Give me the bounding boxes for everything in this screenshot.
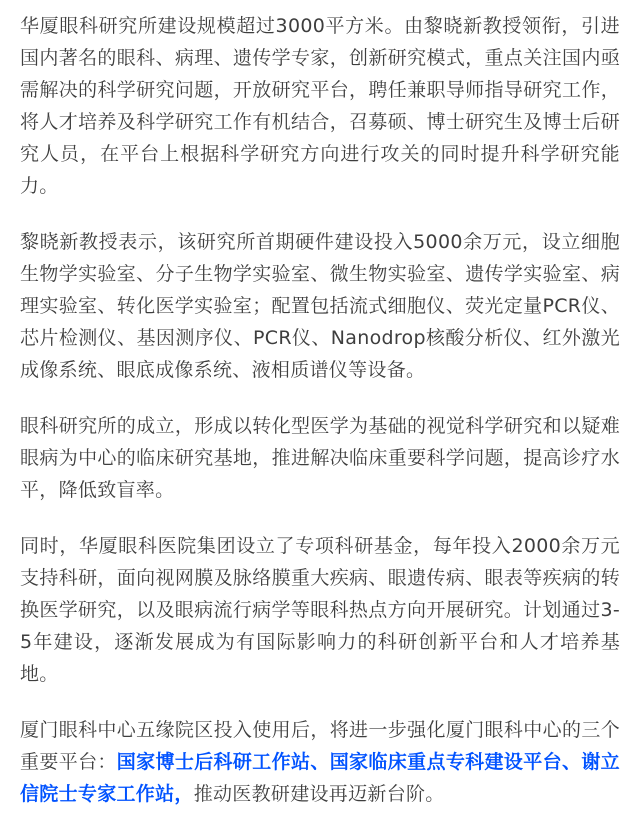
paragraph-institute-goal: 眼科研究所的成立，形成以转化型医学为基础的视觉科学研究和以疑难眼病为中心的临床研究基地，推进解决临床重要科学问题，提高诊疗水平，降低致盲率。 — [20, 415, 620, 501]
paragraph-lab-equipment: 黎晓新教授表示，该研究所首期硬件建设投入5000余万元，设立细胞生物学实验室、分子生物学实验室、微生物实验室、遗传学实验室、病理实验室、转化医学实验室；配置包括流式细胞仪、荧光定量PCR仪、芯片检测仪、基因测序仪、PCR仪、Nanodrop核酸分析仪、红外激光成像系统、眼底成像系统、液相质谱仪等设备。 — [20, 231, 620, 381]
platforms-lead-text: 厦门眼科中心五缘院区投入使用后，将进一步强化厦门眼科中心的三个重要平台： — [20, 719, 620, 773]
paragraph-platforms — [20, 714, 620, 810]
platforms-highlight-link[interactable]: 国家博士后科研工作站、国家临床重点专科建设平台、谢立信院士专家工作站， — [20, 751, 620, 805]
paragraph-research-institute: 华厦眼科研究所建设规模超过3000平方米。由黎晓新教授领衔，引进国内著名的眼科、病理、遗传学专家，创新研究模式，重点关注国内亟需解决的科学研究问题，开放研究平台，聘任兼职导师指导研究工作，将人才培养及科学研究工作有机结合，召募硕、博士研究生及博士后研究人员，在平台上根据科学研究方向进行攻关的同时提升科学研究能力。 — [20, 15, 620, 197]
paragraph-research-fund: 同时，华厦眼科医院集团设立了专项科研基金，每年投入2000余万元支持科研，面向视网膜及脉络膜重大疾病、眼遗传病、眼表等疾病的转换医学研究，以及眼病流行病学等眼科热点方向开展研究。计划通过3-5年建设，逐渐发展成为有国际影响力的科研创新平台和人才培养基地。 — [20, 535, 620, 685]
article-body — [20, 10, 620, 810]
platforms-tail-text: 推动医教研建设再迈新台阶。 — [193, 783, 445, 805]
